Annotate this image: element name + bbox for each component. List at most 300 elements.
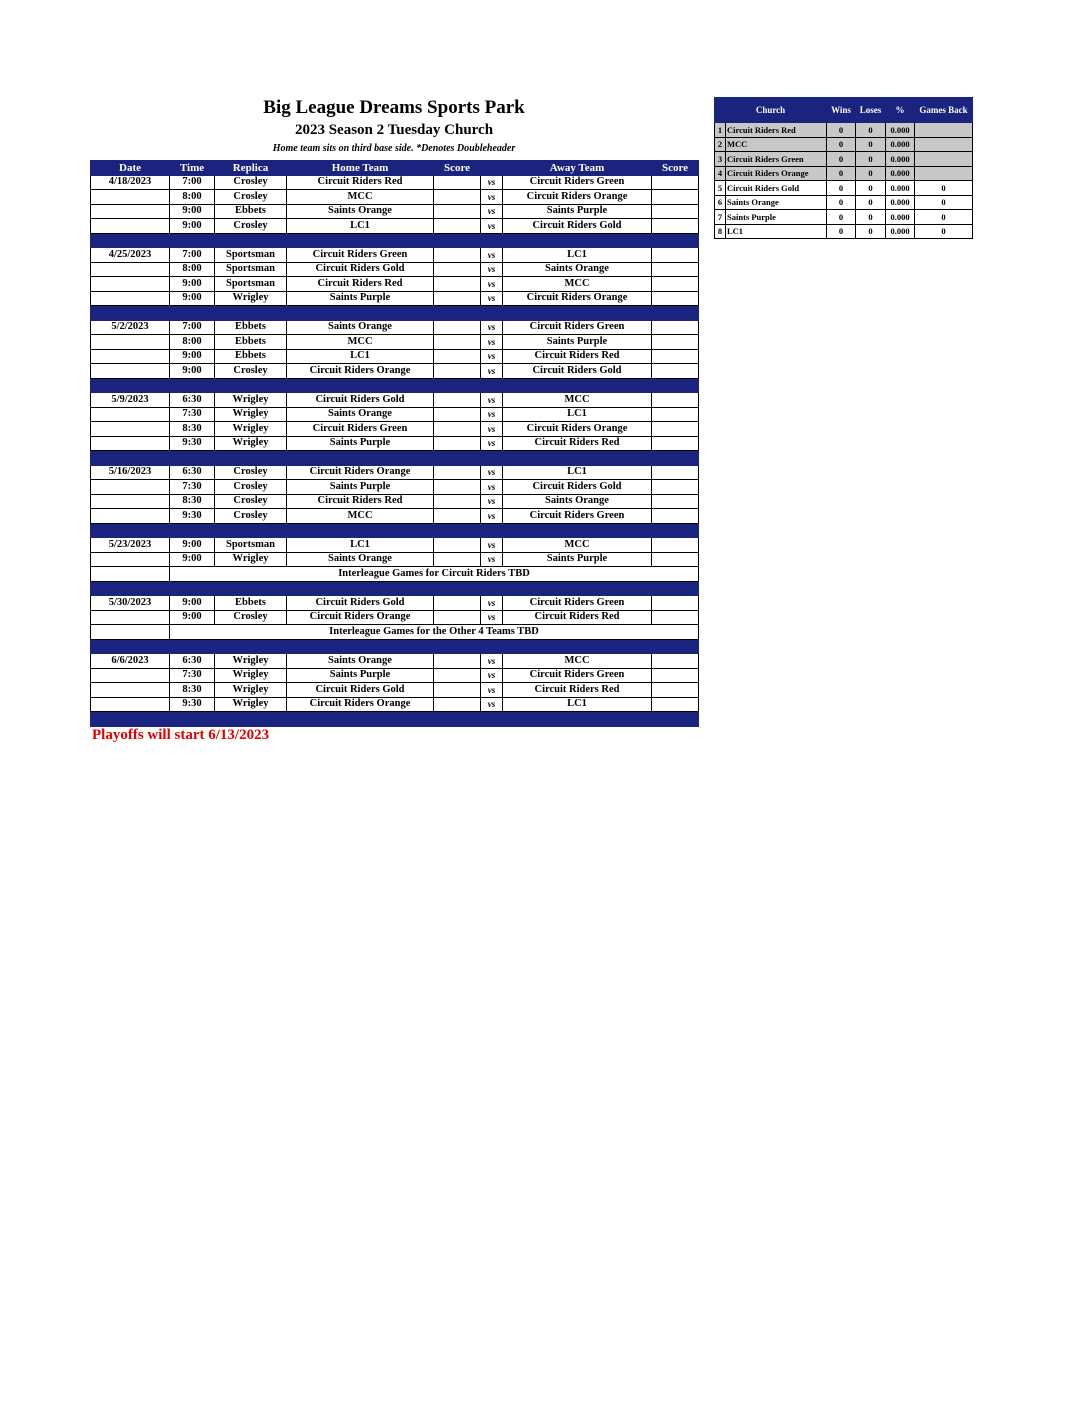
separator-cell xyxy=(503,451,652,466)
schedule-row xyxy=(91,190,699,205)
separator-cell xyxy=(481,523,503,538)
standings-pct: 0.000 xyxy=(886,123,915,138)
schedule-row xyxy=(91,436,699,451)
standings-wins: 0 xyxy=(827,137,856,152)
separator-cell xyxy=(170,451,215,466)
separator-cell xyxy=(434,378,481,393)
separator-cell xyxy=(287,378,434,393)
standings-loses: 0 xyxy=(856,166,886,181)
away-score xyxy=(652,291,699,306)
game-replica: Sportsman xyxy=(215,248,287,263)
away-team: Circuit Riders Red xyxy=(503,683,652,698)
home-score xyxy=(434,422,481,437)
empty-cell xyxy=(91,625,170,640)
schedule-row xyxy=(91,407,699,422)
standings-loses: 0 xyxy=(856,123,886,138)
vs-label: vs xyxy=(481,480,503,495)
away-team: MCC xyxy=(503,277,652,292)
separator-cell xyxy=(652,639,699,654)
vs-label: vs xyxy=(481,248,503,263)
home-score xyxy=(434,538,481,553)
away-team: Circuit Riders Green xyxy=(503,320,652,335)
interleague-note: Interleague Games for the Other 4 Teams TBD xyxy=(170,625,699,640)
separator-cell xyxy=(652,581,699,596)
game-time: 9:00 xyxy=(170,364,215,379)
schedule-row xyxy=(91,277,699,292)
schedule-header-row xyxy=(91,161,699,176)
game-date: 6/6/2023 xyxy=(91,654,170,669)
home-team: Saints Orange xyxy=(287,407,434,422)
separator-cell xyxy=(503,523,652,538)
home-team: Circuit Riders Red xyxy=(287,175,434,190)
week-separator xyxy=(91,306,699,321)
separator-cell xyxy=(215,581,287,596)
separator-cell xyxy=(434,639,481,654)
schedule-row xyxy=(91,291,699,306)
separator-cell xyxy=(215,378,287,393)
away-team: Saints Orange xyxy=(503,494,652,509)
standings-team: Saints Orange xyxy=(726,195,827,210)
standings-wins: 0 xyxy=(827,210,856,225)
separator-cell xyxy=(170,523,215,538)
game-time: 7:00 xyxy=(170,248,215,263)
away-score xyxy=(652,436,699,451)
schedule-row xyxy=(91,320,699,335)
separator-cell xyxy=(91,306,170,321)
home-team: MCC xyxy=(287,335,434,350)
page-subtitle: 2023 Season 2 Tuesday Church xyxy=(294,122,494,138)
game-replica: Crosley xyxy=(215,465,287,480)
home-team: Saints Orange xyxy=(287,654,434,669)
game-time: 7:30 xyxy=(170,480,215,495)
away-team: LC1 xyxy=(503,248,652,263)
standings-pct: 0.000 xyxy=(886,195,915,210)
game-replica: Ebbets xyxy=(215,596,287,611)
schedule-col-header: Time xyxy=(170,161,215,176)
standings-rank: 6 xyxy=(715,195,726,210)
home-score xyxy=(434,349,481,364)
home-team: Circuit Riders Gold xyxy=(287,262,434,277)
home-team: Circuit Riders Gold xyxy=(287,596,434,611)
away-team: Circuit Riders Gold xyxy=(503,364,652,379)
away-team: Circuit Riders Orange xyxy=(503,291,652,306)
standings-rank: 8 xyxy=(715,224,726,239)
away-score xyxy=(652,204,699,219)
home-score xyxy=(434,683,481,698)
standings-row xyxy=(715,210,973,225)
separator-cell xyxy=(215,523,287,538)
away-score xyxy=(652,538,699,553)
schedule-col-header: Score xyxy=(434,161,481,176)
home-team: Circuit Riders Gold xyxy=(287,683,434,698)
empty-cell xyxy=(91,422,170,437)
home-score xyxy=(434,480,481,495)
week-separator xyxy=(91,581,699,596)
standings-team: MCC xyxy=(726,137,827,152)
empty-cell xyxy=(91,335,170,350)
game-replica: Crosley xyxy=(215,480,287,495)
home-team: Saints Orange xyxy=(287,552,434,567)
vs-label: vs xyxy=(481,364,503,379)
game-time: 9:00 xyxy=(170,277,215,292)
game-time: 7:00 xyxy=(170,320,215,335)
schedule-row xyxy=(91,480,699,495)
schedule-note-row xyxy=(91,567,699,582)
away-team: LC1 xyxy=(503,407,652,422)
away-score xyxy=(652,219,699,234)
vs-label: vs xyxy=(481,697,503,712)
game-time: 8:00 xyxy=(170,190,215,205)
separator-cell xyxy=(287,639,434,654)
standings-header-row xyxy=(715,98,973,123)
away-score xyxy=(652,494,699,509)
separator-cell xyxy=(652,233,699,248)
home-team: Circuit Riders Green xyxy=(287,248,434,263)
standings-loses: 0 xyxy=(856,137,886,152)
away-team: LC1 xyxy=(503,697,652,712)
schedule-row xyxy=(91,538,699,553)
game-time: 8:00 xyxy=(170,335,215,350)
schedule-table xyxy=(90,160,699,727)
game-date: 4/25/2023 xyxy=(91,248,170,263)
vs-label: vs xyxy=(481,509,503,524)
separator-cell xyxy=(434,581,481,596)
separator-cell xyxy=(503,378,652,393)
separator-cell xyxy=(652,712,699,727)
standings-rank: 4 xyxy=(715,166,726,181)
separator-cell xyxy=(215,712,287,727)
standings-row xyxy=(715,166,973,181)
separator-cell xyxy=(215,233,287,248)
separator-cell xyxy=(434,451,481,466)
separator-cell xyxy=(652,378,699,393)
game-replica: Wrigley xyxy=(215,393,287,408)
schedule-row xyxy=(91,422,699,437)
game-replica: Crosley xyxy=(215,190,287,205)
game-replica: Ebbets xyxy=(215,349,287,364)
standings-pct: 0.000 xyxy=(886,152,915,167)
away-score xyxy=(652,480,699,495)
away-team: Circuit Riders Red xyxy=(503,610,652,625)
home-score xyxy=(434,552,481,567)
empty-cell xyxy=(91,668,170,683)
game-date: 5/30/2023 xyxy=(91,596,170,611)
separator-cell xyxy=(287,523,434,538)
standings-rank: 3 xyxy=(715,152,726,167)
away-team: MCC xyxy=(503,393,652,408)
standings-loses: 0 xyxy=(856,152,886,167)
game-time: 6:30 xyxy=(170,465,215,480)
game-replica: Wrigley xyxy=(215,436,287,451)
separator-cell xyxy=(503,581,652,596)
separator-cell xyxy=(215,306,287,321)
separator-cell xyxy=(91,451,170,466)
schedule-row xyxy=(91,552,699,567)
vs-label: vs xyxy=(481,262,503,277)
game-date: 5/2/2023 xyxy=(91,320,170,335)
away-score xyxy=(652,509,699,524)
home-team: Circuit Riders Red xyxy=(287,277,434,292)
schedule-row xyxy=(91,349,699,364)
home-team: LC1 xyxy=(287,349,434,364)
separator-cell xyxy=(215,639,287,654)
schedule-note: Home team sits on third base side. *Denotes Doubleheader xyxy=(272,143,516,154)
separator-cell xyxy=(91,639,170,654)
schedule-row xyxy=(91,610,699,625)
standings-team: LC1 xyxy=(726,224,827,239)
home-team: LC1 xyxy=(287,219,434,234)
away-team: Circuit Riders Gold xyxy=(503,480,652,495)
home-score xyxy=(434,465,481,480)
schedule-row xyxy=(91,248,699,263)
vs-label: vs xyxy=(481,552,503,567)
schedule-row xyxy=(91,393,699,408)
vs-label: vs xyxy=(481,596,503,611)
game-time: 7:00 xyxy=(170,175,215,190)
vs-label: vs xyxy=(481,204,503,219)
separator-cell xyxy=(481,451,503,466)
separator-cell xyxy=(481,233,503,248)
empty-cell xyxy=(91,407,170,422)
away-score xyxy=(652,277,699,292)
week-separator xyxy=(91,639,699,654)
home-score xyxy=(434,407,481,422)
game-replica: Wrigley xyxy=(215,407,287,422)
standings-wins: 0 xyxy=(827,123,856,138)
home-score xyxy=(434,175,481,190)
vs-label: vs xyxy=(481,175,503,190)
vs-label: vs xyxy=(481,277,503,292)
separator-cell xyxy=(215,451,287,466)
away-score xyxy=(652,552,699,567)
away-team: Circuit Riders Red xyxy=(503,436,652,451)
separator-cell xyxy=(170,639,215,654)
away-team: Circuit Riders Gold xyxy=(503,219,652,234)
away-team: Circuit Riders Green xyxy=(503,668,652,683)
game-replica: Sportsman xyxy=(215,262,287,277)
schedule-row xyxy=(91,262,699,277)
separator-cell xyxy=(287,451,434,466)
home-score xyxy=(434,248,481,263)
home-score xyxy=(434,204,481,219)
standings-pct: 0.000 xyxy=(886,210,915,225)
away-team: MCC xyxy=(503,538,652,553)
game-time: 8:30 xyxy=(170,683,215,698)
away-team: Saints Purple xyxy=(503,204,652,219)
standings-games-back xyxy=(915,123,973,138)
standings-loses: 0 xyxy=(856,224,886,239)
home-score xyxy=(434,219,481,234)
standings-pct: 0.000 xyxy=(886,181,915,196)
standings-games-back: 0 xyxy=(915,224,973,239)
game-time: 6:30 xyxy=(170,654,215,669)
away-score xyxy=(652,610,699,625)
standings-rank: 1 xyxy=(715,123,726,138)
standings-row xyxy=(715,224,973,239)
game-time: 7:30 xyxy=(170,407,215,422)
standings-games-back xyxy=(915,152,973,167)
vs-label: vs xyxy=(481,422,503,437)
away-score xyxy=(652,349,699,364)
home-team: MCC xyxy=(287,190,434,205)
game-replica: Wrigley xyxy=(215,552,287,567)
schedule-col-header: Date xyxy=(91,161,170,176)
separator-cell xyxy=(481,581,503,596)
separator-cell xyxy=(481,378,503,393)
playoffs-notice: Playoffs will start 6/13/2023 xyxy=(92,727,270,743)
week-separator xyxy=(91,378,699,393)
away-score xyxy=(652,654,699,669)
standings-games-back: 0 xyxy=(915,210,973,225)
away-score xyxy=(652,175,699,190)
empty-cell xyxy=(91,494,170,509)
away-score xyxy=(652,407,699,422)
away-score xyxy=(652,668,699,683)
separator-cell xyxy=(503,712,652,727)
separator-cell xyxy=(481,712,503,727)
week-separator xyxy=(91,523,699,538)
game-replica: Ebbets xyxy=(215,204,287,219)
week-separator xyxy=(91,451,699,466)
standings-row xyxy=(715,195,973,210)
home-team: Saints Purple xyxy=(287,291,434,306)
game-replica: Sportsman xyxy=(215,277,287,292)
schedule-row xyxy=(91,465,699,480)
away-score xyxy=(652,465,699,480)
interleague-note: Interleague Games for Circuit Riders TBD xyxy=(170,567,699,582)
separator-cell xyxy=(652,523,699,538)
empty-cell xyxy=(91,190,170,205)
standings-games-back: 0 xyxy=(915,181,973,196)
empty-cell xyxy=(91,262,170,277)
game-replica: Wrigley xyxy=(215,697,287,712)
away-score xyxy=(652,364,699,379)
separator-cell xyxy=(91,523,170,538)
home-team: Saints Purple xyxy=(287,480,434,495)
away-score xyxy=(652,320,699,335)
separator-cell xyxy=(434,233,481,248)
vs-label: vs xyxy=(481,465,503,480)
vs-label: vs xyxy=(481,335,503,350)
game-time: 9:00 xyxy=(170,538,215,553)
empty-cell xyxy=(91,509,170,524)
away-score xyxy=(652,248,699,263)
schedule-row xyxy=(91,335,699,350)
separator-cell xyxy=(287,712,434,727)
separator-cell xyxy=(170,233,215,248)
home-team: MCC xyxy=(287,509,434,524)
empty-cell xyxy=(91,697,170,712)
standings-pct: 0.000 xyxy=(886,137,915,152)
empty-cell xyxy=(91,364,170,379)
empty-cell xyxy=(91,204,170,219)
away-score xyxy=(652,683,699,698)
away-team: Circuit Riders Orange xyxy=(503,190,652,205)
game-replica: Crosley xyxy=(215,509,287,524)
home-score xyxy=(434,610,481,625)
home-team: Saints Purple xyxy=(287,436,434,451)
game-replica: Wrigley xyxy=(215,683,287,698)
home-team: Circuit Riders Orange xyxy=(287,465,434,480)
schedule-row xyxy=(91,683,699,698)
home-team: LC1 xyxy=(287,538,434,553)
separator-cell xyxy=(91,581,170,596)
standings-table xyxy=(714,97,973,239)
game-time: 9:00 xyxy=(170,204,215,219)
away-team: Circuit Riders Red xyxy=(503,349,652,364)
schedule-row xyxy=(91,596,699,611)
standings-wins: 0 xyxy=(827,166,856,181)
home-team: Circuit Riders Orange xyxy=(287,610,434,625)
schedule-col-header: Replica xyxy=(215,161,287,176)
away-team: LC1 xyxy=(503,465,652,480)
separator-cell xyxy=(287,581,434,596)
standings-games-back: 0 xyxy=(915,195,973,210)
game-time: 9:30 xyxy=(170,697,215,712)
game-time: 9:00 xyxy=(170,552,215,567)
schedule-col-header: Score xyxy=(652,161,699,176)
vs-label: vs xyxy=(481,436,503,451)
empty-cell xyxy=(91,683,170,698)
standings-rank: 2 xyxy=(715,137,726,152)
away-team: Saints Purple xyxy=(503,552,652,567)
separator-cell xyxy=(652,306,699,321)
game-date: 4/18/2023 xyxy=(91,175,170,190)
schedule-col-header: Away Team xyxy=(503,161,652,176)
empty-cell xyxy=(91,349,170,364)
vs-label: vs xyxy=(481,654,503,669)
schedule-row xyxy=(91,219,699,234)
game-time: 9:00 xyxy=(170,610,215,625)
standings-team: Circuit Riders Green xyxy=(726,152,827,167)
separator-cell xyxy=(91,712,170,727)
home-score xyxy=(434,190,481,205)
standings-team: Saints Purple xyxy=(726,210,827,225)
vs-label: vs xyxy=(481,494,503,509)
game-replica: Ebbets xyxy=(215,335,287,350)
away-team: Saints Purple xyxy=(503,335,652,350)
separator-cell xyxy=(503,306,652,321)
away-score xyxy=(652,697,699,712)
week-separator xyxy=(91,233,699,248)
game-time: 9:00 xyxy=(170,219,215,234)
vs-label: vs xyxy=(481,538,503,553)
schedule-row xyxy=(91,204,699,219)
standings-col-header: Loses xyxy=(856,98,886,123)
vs-label: vs xyxy=(481,320,503,335)
home-team: Saints Orange xyxy=(287,204,434,219)
empty-cell xyxy=(91,219,170,234)
standings-rank: 7 xyxy=(715,210,726,225)
home-score xyxy=(434,291,481,306)
game-replica: Crosley xyxy=(215,494,287,509)
game-replica: Ebbets xyxy=(215,320,287,335)
separator-cell xyxy=(170,712,215,727)
schedule-row xyxy=(91,654,699,669)
empty-cell xyxy=(91,480,170,495)
standings-wins: 0 xyxy=(827,195,856,210)
schedule-row xyxy=(91,668,699,683)
home-score xyxy=(434,393,481,408)
home-score xyxy=(434,697,481,712)
away-score xyxy=(652,335,699,350)
home-team: Saints Orange xyxy=(287,320,434,335)
game-time: 8:30 xyxy=(170,494,215,509)
game-time: 8:30 xyxy=(170,422,215,437)
schedule-col-header xyxy=(481,161,503,176)
vs-label: vs xyxy=(481,668,503,683)
separator-cell xyxy=(503,233,652,248)
